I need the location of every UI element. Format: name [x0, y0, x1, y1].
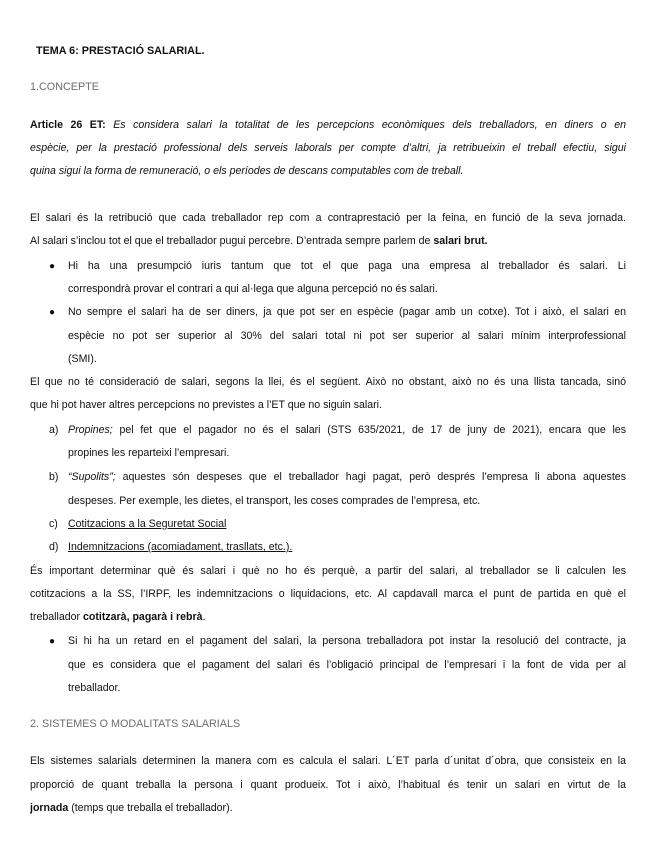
list-a-line-1	[68, 423, 626, 438]
list-a-term: Propines;	[68, 424, 113, 436]
list-marker-a: a)	[49, 424, 59, 436]
paragraph-sistemes-line-2: proporció de quant treballa la persona i quant produeix. Tot i això, l’habitual és tenir un salari en virtut de la	[30, 779, 626, 791]
paragraph-important-line-2: cotitzacions a la SS, l’IRPF, les indemnitzacions o liquidacions, etc. Al capdavall marca el punt de partida en què el	[30, 588, 626, 600]
bullet-1-line-2: correspondrà provar el contrari a qui al·lega que alguna percepció no és salari.	[68, 283, 438, 295]
list-c-text: Cotitzacions a la Seguretat Social	[68, 518, 227, 530]
bullet-3-line-2: que es considera que el pagament del salari és l’obligació principal de l’empresari i la font de vida per al	[68, 659, 626, 671]
article-line-3: quina sigui la forma de remuneració, o els períodes de descans computables com de treball.	[30, 165, 464, 177]
paragraph-sistemes-line-1: Els sistemes salarials determinen la manera com es calcula el salari. L´ET parla d´unitat d´obra, que consisteix en la	[30, 755, 626, 767]
document-title: TEMA 6: PRESTACIÓ SALARIAL.	[36, 45, 205, 57]
paragraph-important-text-a: treballador	[30, 611, 83, 623]
paragraph-salari-line-1: El salari és la retribució que cada treballador rep com a contraprestació per la feina, en funció de la seva jornada.	[30, 212, 626, 224]
article-line-1	[30, 118, 626, 133]
paragraph-sistemes-text: (temps que treballa el treballador).	[68, 802, 233, 814]
list-marker-c: c)	[49, 518, 58, 530]
article-label: Article 26 ET:	[30, 119, 106, 131]
paragraph-important-line-1: És important determinar què és salari i què no ho és perquè, a partir del salari, al treballador se li calculen les	[30, 565, 626, 577]
cotitzara-bold: cotitzarà, pagarà i rebrà	[83, 611, 203, 623]
salari-brut-bold: salari brut.	[433, 235, 488, 247]
bullet-icon: ●	[49, 636, 56, 647]
bullet-3-line-3: treballador.	[68, 682, 121, 694]
paragraph-sistemes-line-3	[30, 801, 626, 816]
list-b-text: aquestes són despeses que el treballador hagi pagat, però després l’empresa li abona aquestes	[115, 471, 626, 483]
bullet-icon: ●	[49, 261, 56, 272]
paragraph-salari-line-2	[30, 234, 626, 249]
bullet-1-line-1: Hi ha una presumpció iuris tantum que tot el que paga una empresa al treballador és salari. Li	[68, 260, 626, 272]
paragraph-important-line-3	[30, 610, 626, 625]
paragraph-no-salari-line-2: que hi pot haver altres percepcions no previstes a l’ET que no siguin salari.	[30, 399, 382, 411]
list-a-text: pel fet que el pagador no és el salari (STS 635/2021, de 17 de juny de 2021), encara que les	[112, 424, 626, 436]
list-a-line-2: propines les reparteixi l’empresari.	[68, 447, 230, 459]
jornada-bold: jornada	[30, 802, 69, 814]
bullet-2-line-1: No sempre el salari ha de ser diners, ja que pot ser en espècie (pagar amb un cotxe). Tot i això, el salari en	[68, 306, 626, 318]
list-b-term: “Supolits”;	[68, 471, 116, 483]
section-heading-sistemes: 2. SISTEMES O MODALITATS SALARIALS	[30, 718, 241, 730]
paragraph-salari-text: Al salari s’inclou tot el que el treballador pugui percebre. D’entrada sempre parlem de	[30, 235, 434, 247]
bullet-2-line-2: espècie no pot ser superior al 30% del salari total ni pot ser superior al salari mínim interprofessional	[68, 330, 626, 342]
list-marker-b: b)	[49, 471, 59, 483]
section-heading-concepte: 1.CONCEPTE	[30, 81, 99, 93]
list-d-text: Indemnitzacions (acomiadament, trasllats, etc.).	[68, 541, 293, 553]
list-b-line-1	[68, 470, 626, 485]
article-line-2: espècie, per la prestació professional dels serveis laborals per compte d’altri, ja retribueixin el treball efectiu, sigui	[30, 142, 626, 154]
paragraph-no-salari-line-1: El que no té consideració de salari, segons la llei, és el següent. Això no obstant, això no és una llista tancada, sinó	[30, 376, 626, 388]
article-text-1: Es considera salari la totalitat de les percepcions econòmiques dels treballadors, en diners o en	[105, 119, 626, 131]
list-marker-d: d)	[49, 541, 59, 553]
bullet-icon: ●	[49, 307, 56, 318]
bullet-2-line-3: (SMI).	[68, 353, 97, 365]
bullet-3-line-1: Si hi ha un retard en el pagament del salari, la persona treballadora pot instar la resolució del contracte, ja	[68, 635, 626, 647]
paragraph-important-text-b: .	[202, 611, 206, 623]
list-b-line-2: despeses. Per exemple, les dietes, el transport, les coses comprades de l’empresa, etc.	[68, 495, 481, 507]
